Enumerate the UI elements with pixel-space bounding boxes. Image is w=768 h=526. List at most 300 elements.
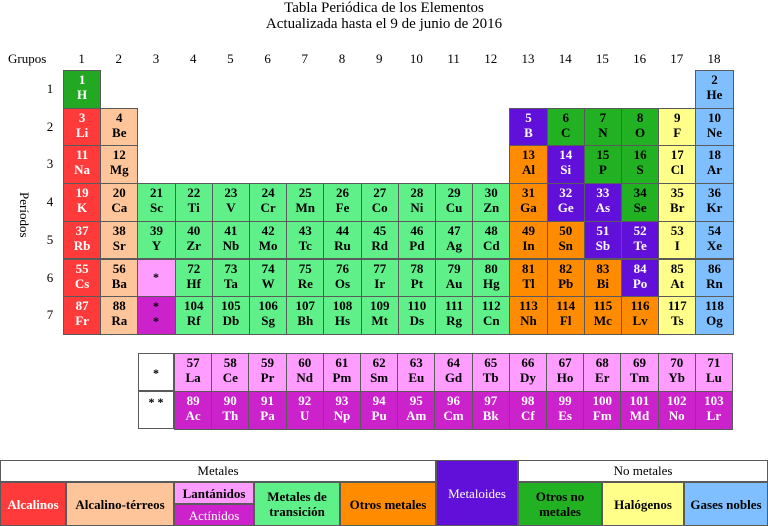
element-symbol: Mc [593, 313, 612, 329]
atomic-number: 91 [260, 393, 274, 408]
atomic-number: 97 [484, 393, 498, 408]
element-symbol: Zr [186, 237, 201, 253]
atomic-number: 82 [559, 260, 573, 276]
element-cell[interactable] [137, 221, 175, 260]
element-cell[interactable] [658, 296, 696, 335]
atomic-number: 94 [372, 393, 386, 408]
element-cell[interactable] [435, 296, 473, 335]
element-cell[interactable] [621, 183, 659, 222]
legend-transition-metals: Metales de transición [254, 482, 340, 526]
element-cell[interactable] [621, 259, 659, 298]
element-symbol: Lu [705, 370, 722, 385]
element-symbol: Mo [258, 237, 278, 253]
element-cell[interactable] [397, 391, 435, 430]
atomic-number: 69 [632, 355, 646, 370]
group-number: 13 [521, 51, 535, 66]
atomic-number: 26 [335, 185, 349, 201]
element-cell[interactable] [695, 70, 733, 109]
atomic-number: 29 [447, 185, 461, 201]
element-cell[interactable] [398, 296, 436, 335]
element-cell[interactable] [547, 183, 585, 222]
element-symbol: Lv [632, 313, 648, 329]
element-cell[interactable] [286, 296, 324, 335]
element-cell[interactable] [509, 108, 547, 147]
element-cell[interactable] [584, 221, 622, 260]
element-cell[interactable] [509, 221, 547, 260]
element-symbol: Cs [74, 275, 90, 291]
element-cell[interactable] [212, 259, 250, 298]
element-cell[interactable] [211, 391, 249, 430]
element-cell[interactable] [100, 108, 138, 147]
atomic-number: 102 [666, 393, 687, 408]
element-symbol: Ti [187, 200, 200, 216]
element-cell[interactable] [472, 353, 510, 392]
element-cell[interactable] [248, 353, 286, 392]
element-cell[interactable] [249, 259, 287, 298]
element-cell[interactable] [63, 221, 101, 260]
element-symbol: Og [706, 313, 723, 329]
element-cell[interactable] [211, 353, 249, 392]
element-symbol: Ca [111, 200, 128, 216]
element-cell[interactable] [547, 259, 585, 298]
atomic-number: 118 [705, 298, 724, 314]
element-cell[interactable] [546, 353, 584, 392]
element-cell[interactable] [361, 259, 399, 298]
element-cell[interactable] [249, 296, 287, 335]
atomic-number: 25 [298, 185, 312, 201]
element-symbol: Sm [370, 370, 389, 385]
element-cell[interactable] [361, 221, 399, 260]
element-cell[interactable] [323, 353, 361, 392]
element-cell[interactable] [100, 145, 138, 184]
element-cell[interactable] [323, 221, 361, 260]
atomic-number: 57 [186, 355, 200, 370]
atomic-number: 64 [446, 355, 460, 370]
element-cell[interactable] [547, 145, 585, 184]
element-symbol: Te [633, 237, 647, 253]
atomic-number: 22 [187, 185, 201, 201]
element-cell[interactable] [175, 221, 213, 260]
element-cell[interactable] [174, 391, 212, 430]
element-symbol: In [522, 237, 535, 253]
atomic-number: 115 [593, 298, 613, 314]
element-cell[interactable] [546, 391, 584, 430]
element-cell[interactable] [435, 259, 473, 298]
element-cell[interactable] [472, 183, 510, 222]
element-cell[interactable] [695, 259, 733, 298]
atomic-number: 50 [559, 222, 573, 238]
atomic-number: 81 [521, 260, 535, 276]
element-symbol: Ds [409, 313, 425, 329]
atomic-number: 77 [373, 260, 387, 276]
atomic-number: 28 [410, 185, 424, 201]
atomic-number: 78 [410, 260, 424, 276]
element-symbol: Pb [558, 275, 574, 291]
atomic-number: 14 [559, 147, 573, 163]
element-cell[interactable] [509, 391, 547, 430]
element-symbol: Y [151, 237, 162, 253]
element-cell[interactable] [361, 183, 399, 222]
element-cell[interactable] [360, 391, 398, 430]
periods-label: Períodos [17, 192, 32, 238]
element-cell[interactable] [323, 391, 361, 430]
element-symbol: No [668, 408, 685, 423]
element-cell[interactable] [100, 259, 138, 298]
element-cell[interactable] [621, 108, 659, 147]
element-cell[interactable] [695, 296, 733, 335]
element-symbol: La [185, 370, 201, 385]
atomic-number: 96 [446, 393, 460, 408]
element-cell[interactable] [472, 391, 510, 430]
element-cell[interactable] [584, 145, 622, 184]
element-symbol: Rf [186, 313, 201, 329]
legend-halogens: Halógenos [602, 482, 684, 526]
element-cell[interactable] [323, 259, 361, 298]
element-cell[interactable] [360, 353, 398, 392]
legend-metals-header: Metales [0, 460, 436, 482]
element-cell[interactable] [547, 296, 585, 335]
element-cell[interactable] [584, 296, 622, 335]
element-cell[interactable] [695, 391, 733, 430]
group-number: 17 [670, 51, 684, 66]
element-cell[interactable] [435, 183, 473, 222]
atomic-number: 68 [595, 355, 609, 370]
atomic-number: 108 [332, 298, 353, 314]
atomic-number: 93 [335, 393, 349, 408]
atomic-number: 105 [221, 298, 241, 314]
element-cell[interactable] [63, 70, 101, 109]
atomic-number: 98 [521, 393, 535, 408]
element-symbol: H [77, 87, 88, 102]
atomic-number: 33 [596, 185, 610, 201]
element-cell[interactable] [658, 391, 696, 430]
element-cell[interactable] [212, 183, 250, 222]
element-symbol: S [636, 162, 644, 178]
atomic-number: 88 [112, 298, 126, 314]
atomic-number: 87 [75, 298, 89, 314]
element-symbol: Sr [112, 237, 126, 253]
element-symbol: V [226, 200, 236, 216]
atomic-number: 83 [596, 260, 610, 276]
group-number: 7 [301, 51, 309, 66]
element-cell[interactable] [584, 259, 622, 298]
atomic-number: 47 [447, 222, 461, 238]
atomic-number: 95 [409, 393, 423, 408]
element-symbol: Ts [671, 313, 684, 329]
element-cell[interactable] [434, 353, 472, 392]
element-symbol: Rg [446, 313, 463, 329]
element-cell[interactable] [509, 353, 547, 392]
atomic-number: 41 [224, 222, 238, 238]
element-symbol: Ne [706, 124, 723, 140]
element-cell[interactable] [174, 353, 212, 392]
element-cell[interactable] [100, 183, 138, 222]
element-cell[interactable] [175, 183, 213, 222]
groups-label: Grupos [8, 51, 47, 66]
atomic-number: 63 [409, 355, 423, 370]
element-cell[interactable] [695, 145, 733, 184]
element-symbol: Bi [596, 275, 610, 291]
element-symbol: Sn [558, 237, 573, 253]
element-cell[interactable] [509, 183, 547, 222]
actinide-marker: * * [153, 299, 159, 328]
element-cell[interactable] [584, 108, 622, 147]
atomic-number: 12 [112, 147, 126, 163]
element-cell[interactable] [658, 145, 696, 184]
legend-metalloids: Metaloides [436, 460, 518, 526]
legend-lanthanides: Lantánidos [174, 482, 254, 504]
element-cell[interactable] [621, 296, 659, 335]
element-symbol: Lr [706, 408, 722, 423]
element-cell[interactable] [658, 108, 696, 147]
atomic-number: 16 [633, 147, 647, 163]
element-cell[interactable] [547, 221, 585, 260]
atomic-number: 34 [633, 185, 647, 201]
legend-noble-gases: Gases nobles [684, 482, 768, 526]
element-symbol: Ta [223, 275, 238, 291]
element-cell[interactable] [249, 183, 287, 222]
element-symbol: Ar [706, 162, 723, 178]
period-number: 7 [46, 307, 54, 323]
atomic-number: 67 [558, 355, 572, 370]
element-cell[interactable] [472, 259, 510, 298]
page-title: Tabla Periódica de los Elementos [284, 0, 484, 16]
atomic-number: 104 [183, 298, 204, 314]
element-cell[interactable] [509, 259, 547, 298]
element-cell[interactable] [695, 221, 733, 260]
element-symbol: Eu [408, 370, 425, 385]
atomic-number: 103 [704, 393, 724, 408]
element-symbol: Li [75, 124, 89, 140]
element-cell[interactable] [100, 296, 138, 335]
group-number: 18 [707, 51, 721, 66]
element-symbol: W [261, 275, 275, 291]
element-symbol: Hs [334, 313, 351, 329]
atomic-number: 27 [373, 185, 387, 201]
element-symbol: Er [595, 370, 610, 385]
element-cell[interactable] [658, 221, 696, 260]
atomic-number: 4 [116, 109, 123, 125]
element-cell[interactable] [286, 259, 324, 298]
element-cell[interactable] [398, 259, 436, 298]
atomic-number: 79 [447, 260, 461, 276]
element-cell[interactable] [137, 183, 175, 222]
atomic-number: 20 [112, 185, 126, 201]
element-symbol: Sg [261, 313, 275, 329]
element-symbol: Re [297, 275, 313, 291]
atomic-number: 24 [261, 185, 275, 201]
element-cell[interactable] [658, 259, 696, 298]
atomic-number: 15 [596, 147, 610, 163]
atomic-number: 6 [562, 109, 569, 125]
atomic-number: 49 [521, 222, 535, 238]
element-cell[interactable] [695, 108, 733, 147]
atomic-number: 55 [75, 260, 89, 276]
element-symbol: Tb [482, 370, 499, 385]
element-symbol: O [635, 124, 646, 140]
element-symbol: Ga [520, 200, 537, 216]
element-symbol: F [673, 124, 682, 140]
atomic-number: 106 [258, 298, 278, 314]
atomic-number: 2 [711, 72, 718, 87]
element-cell[interactable] [547, 108, 585, 147]
atomic-number: 89 [186, 393, 200, 408]
group-number: 8 [338, 51, 346, 66]
group-number: 15 [595, 51, 609, 66]
element-symbol: Pu [371, 408, 387, 423]
element-cell[interactable] [583, 353, 621, 392]
element-symbol: Th [222, 408, 239, 423]
element-symbol: Os [334, 275, 351, 291]
element-cell[interactable] [63, 259, 101, 298]
group-number: 10 [409, 51, 423, 66]
atomic-number: 111 [445, 298, 464, 314]
element-symbol: Np [333, 408, 351, 423]
element-symbol: Nh [520, 313, 537, 329]
element-cell[interactable] [398, 221, 436, 260]
element-symbol: Ba [111, 275, 127, 291]
element-cell[interactable] [361, 296, 399, 335]
element-cell[interactable] [472, 221, 510, 260]
element-symbol: Cr [260, 200, 276, 216]
element-cell[interactable] [63, 145, 101, 184]
element-symbol: U [299, 408, 310, 423]
lanthanide-marker: * [153, 270, 159, 284]
element-cell[interactable] [658, 353, 696, 392]
element-cell[interactable] [286, 221, 324, 260]
element-cell[interactable] [212, 296, 250, 335]
group-number: 5 [227, 51, 234, 66]
element-cell[interactable] [621, 145, 659, 184]
element-cell[interactable] [63, 183, 101, 222]
element-cell[interactable] [584, 183, 622, 222]
legend-other-nonmetals: Otros no metales [518, 482, 602, 526]
atomic-number: 92 [298, 393, 312, 408]
element-symbol: Cn [482, 313, 500, 329]
element-cell[interactable] [323, 296, 361, 335]
group-number: 4 [189, 51, 197, 66]
element-symbol: Hg [482, 275, 500, 291]
element-cell[interactable] [286, 353, 324, 392]
element-cell[interactable] [621, 221, 659, 260]
lanthanide-row-marker: * [138, 353, 174, 391]
atomic-number: 18 [707, 147, 721, 163]
element-cell[interactable] [620, 391, 658, 430]
element-symbol: Na [74, 162, 91, 178]
atomic-number: 1 [78, 72, 86, 87]
element-cell[interactable] [323, 183, 361, 222]
atomic-number: 31 [521, 185, 535, 201]
period-number: 1 [46, 81, 54, 96]
element-symbol: Fe [335, 200, 350, 216]
element-symbol: P [598, 162, 607, 178]
atomic-number: 56 [112, 260, 126, 276]
group-number: 16 [633, 51, 647, 66]
element-symbol: Pm [332, 370, 352, 385]
element-symbol: Fl [559, 313, 572, 329]
atomic-number: 5 [525, 109, 532, 125]
element-symbol: Gd [444, 370, 463, 385]
element-symbol: Rb [73, 237, 91, 253]
atomic-number: 71 [707, 355, 721, 370]
element-cell[interactable] [100, 221, 138, 260]
element-cell[interactable] [434, 391, 472, 430]
element-symbol: Ce [222, 370, 238, 385]
element-symbol: Kr [706, 200, 723, 216]
element-cell[interactable] [435, 221, 473, 260]
atomic-number: 45 [373, 222, 387, 238]
element-symbol: Tl [522, 275, 535, 291]
element-cell[interactable] [63, 296, 101, 335]
element-symbol: C [560, 124, 571, 140]
element-symbol: Si [560, 162, 572, 178]
atomic-number: 80 [484, 260, 498, 276]
element-cell[interactable] [286, 183, 324, 222]
element-symbol: Cu [445, 200, 463, 216]
element-cell[interactable] [212, 221, 250, 260]
element-symbol: Ru [334, 237, 351, 253]
legend-nonmetals-header: No metales [518, 460, 768, 482]
element-cell[interactable] [472, 296, 510, 335]
legend-other-metals: Otros metales [340, 482, 436, 526]
element-symbol: N [598, 124, 608, 140]
element-cell[interactable] [286, 391, 324, 430]
element-cell[interactable] [175, 296, 213, 335]
atomic-number: 39 [149, 222, 163, 238]
element-cell[interactable] [695, 183, 733, 222]
atomic-number: 65 [484, 355, 498, 370]
element-cell[interactable] [175, 259, 213, 298]
atomic-number: 110 [407, 298, 427, 314]
atomic-number: 70 [670, 355, 684, 370]
atomic-number: 53 [670, 222, 684, 238]
atomic-number: 13 [521, 147, 535, 163]
element-cell[interactable] [509, 145, 547, 184]
element-symbol: Md [629, 408, 650, 423]
element-cell[interactable] [583, 391, 621, 430]
atomic-number: 61 [335, 355, 349, 370]
atomic-number: 36 [707, 185, 721, 201]
element-symbol: Pr [260, 370, 275, 385]
element-cell[interactable] [509, 296, 547, 335]
element-cell[interactable] [658, 183, 696, 222]
atomic-number: 32 [559, 185, 573, 201]
atomic-number: 35 [670, 185, 684, 201]
element-symbol: Nb [222, 237, 240, 253]
element-symbol: Cd [482, 237, 500, 253]
element-symbol: Tc [298, 237, 312, 253]
element-symbol: Xe [706, 237, 723, 253]
element-cell[interactable] [397, 353, 435, 392]
element-symbol: Be [112, 124, 127, 140]
element-cell[interactable] [63, 108, 101, 147]
element-cell[interactable] [248, 391, 286, 430]
element-symbol: Br [670, 200, 685, 216]
group-number: 12 [484, 51, 498, 66]
element-symbol: Ir [374, 275, 386, 291]
element-symbol: Ac [185, 408, 201, 423]
element-cell[interactable] [695, 353, 733, 392]
element-symbol: Es [558, 408, 572, 423]
element-cell[interactable] [620, 353, 658, 392]
element-cell[interactable] [398, 183, 436, 222]
atomic-number: 11 [75, 147, 89, 163]
element-symbol: Bh [297, 313, 314, 329]
atomic-number: 21 [149, 185, 163, 201]
atomic-number: 42 [261, 222, 275, 238]
element-cell[interactable] [249, 221, 287, 260]
legend-alkaline-earth: Alcalino-térreos [66, 482, 174, 526]
